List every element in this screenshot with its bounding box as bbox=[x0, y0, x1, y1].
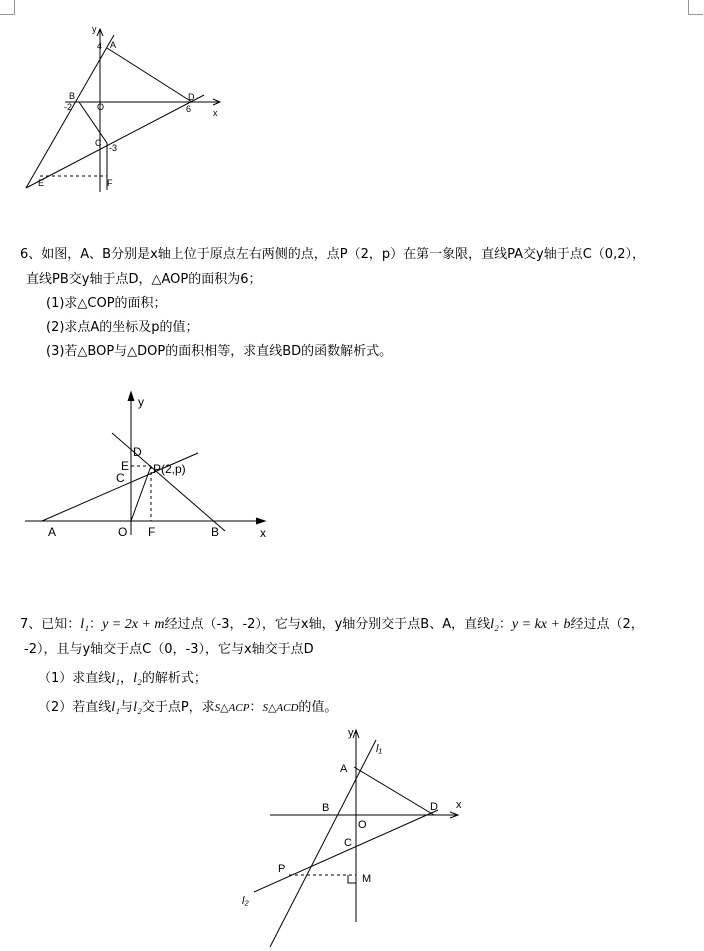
fig1-label-6: 6 bbox=[186, 104, 192, 114]
q7-sub-2 bbox=[38, 699, 337, 717]
q6-sub-1: (1)求△COP的面积； bbox=[46, 296, 167, 311]
q7-area-acp: S△ACP bbox=[214, 702, 250, 714]
fig1-label-m2: -2 bbox=[64, 102, 73, 112]
q6-line-1: 6、如图，A、B分别是x轴上位于原点左右两侧的点，点P（2，p）在第一象限，直线PA交y轴于点C（0,2）， bbox=[20, 247, 645, 262]
fig2-y-label: y bbox=[138, 395, 144, 409]
q7-colon-1: ： bbox=[89, 617, 103, 632]
q7-sub1-text-b: 的解析式； bbox=[141, 671, 207, 686]
fig1-label-F: F bbox=[107, 178, 113, 188]
fig2-label-O: O bbox=[118, 525, 128, 539]
fig3-label-C: C bbox=[344, 837, 352, 849]
fig2-label-E: E bbox=[121, 459, 130, 473]
figure-3 bbox=[230, 722, 490, 951]
fig3-label-A: A bbox=[340, 763, 348, 775]
figure-2 bbox=[20, 385, 280, 545]
q7-sub2-l2: l₂ bbox=[133, 700, 142, 715]
q7-line-1 bbox=[20, 616, 644, 634]
q7-text-1: 经过点（-3，-2），它与x轴，y轴分别交于点B、A，直线 bbox=[164, 617, 491, 632]
fig1-label-E: E bbox=[38, 178, 45, 188]
q7-sub1-comma: ， bbox=[120, 671, 134, 686]
fig1-label-C: C bbox=[95, 138, 102, 148]
q7-prefix: 7、已知： bbox=[20, 617, 81, 632]
corner-mark-right bbox=[688, 0, 703, 15]
fig2-label-B: B bbox=[211, 525, 220, 539]
q7-text-2: 经过点（2， bbox=[570, 617, 644, 632]
q7-equation-2: y = kx + b bbox=[511, 617, 571, 632]
fig3-l2-label: l₂ bbox=[242, 895, 249, 907]
q6-line-2: 直线PB交y轴于点D，△AOP的面积为6； bbox=[26, 272, 262, 287]
q7-l1: l₁ bbox=[80, 617, 90, 632]
q7-line-2: -2），且与y轴交于点C（0，-3），它与x轴交于点D bbox=[24, 642, 314, 657]
fig1-label-4: 4 bbox=[97, 41, 103, 51]
q7-equation-1: y = 2x + m bbox=[102, 617, 165, 632]
figure-1 bbox=[0, 0, 240, 200]
fig1-y-label: y bbox=[92, 24, 97, 34]
fig1-label-D: D bbox=[188, 92, 195, 102]
fig3-label-P: P bbox=[278, 863, 286, 875]
q7-sub1-l2: l₂ bbox=[133, 671, 142, 686]
q7-sub1-l1: l₁ bbox=[111, 671, 121, 686]
fig3-x-label: x bbox=[456, 799, 462, 811]
fig3-l1-label: l₁ bbox=[376, 743, 382, 755]
q7-sub2-text-a: （2）若直线 bbox=[38, 700, 112, 715]
fig2-x-label: x bbox=[260, 526, 266, 540]
q6-sub-2: (2)求点A的坐标及p的值； bbox=[46, 320, 199, 335]
fig3-label-B: B bbox=[322, 802, 330, 814]
fig1-label-O: O bbox=[97, 102, 105, 112]
q7-colon-2: ： bbox=[498, 617, 512, 632]
fig1-label-m3: -3 bbox=[109, 143, 118, 153]
q7-ratio: ： bbox=[249, 700, 263, 715]
q7-sub2-l1: l₁ bbox=[111, 700, 121, 715]
fig3-label-M: M bbox=[362, 873, 372, 885]
q7-sub1-text-a: （1）求直线 bbox=[38, 671, 112, 686]
fig2-label-P: P(2,p) bbox=[153, 462, 186, 476]
q7-l2: l₂ bbox=[490, 617, 499, 632]
q7-sub2-text-b: 交于点P，求 bbox=[141, 700, 215, 715]
q7-sub-1 bbox=[38, 670, 207, 688]
fig2-label-D: D bbox=[133, 445, 142, 459]
fig1-label-B: B bbox=[69, 91, 76, 101]
q6-sub-3: (3)若△BOP与△DOP的面积相等，求直线BD的函数解析式。 bbox=[46, 344, 393, 359]
q7-area-acd: S△ACD bbox=[262, 702, 299, 714]
fig2-label-C: C bbox=[116, 471, 125, 485]
fig3-label-D: D bbox=[430, 801, 438, 813]
fig1-label-A: A bbox=[110, 40, 117, 50]
fig3-y-label: y bbox=[348, 727, 354, 739]
fig1-x-label: x bbox=[213, 108, 218, 118]
fig2-label-A: A bbox=[48, 525, 57, 539]
fig3-label-O: O bbox=[358, 819, 367, 831]
q7-sub2-text-c: 的值。 bbox=[298, 700, 338, 715]
fig2-label-F: F bbox=[148, 525, 156, 539]
q7-sub2-with: 与 bbox=[120, 700, 134, 715]
